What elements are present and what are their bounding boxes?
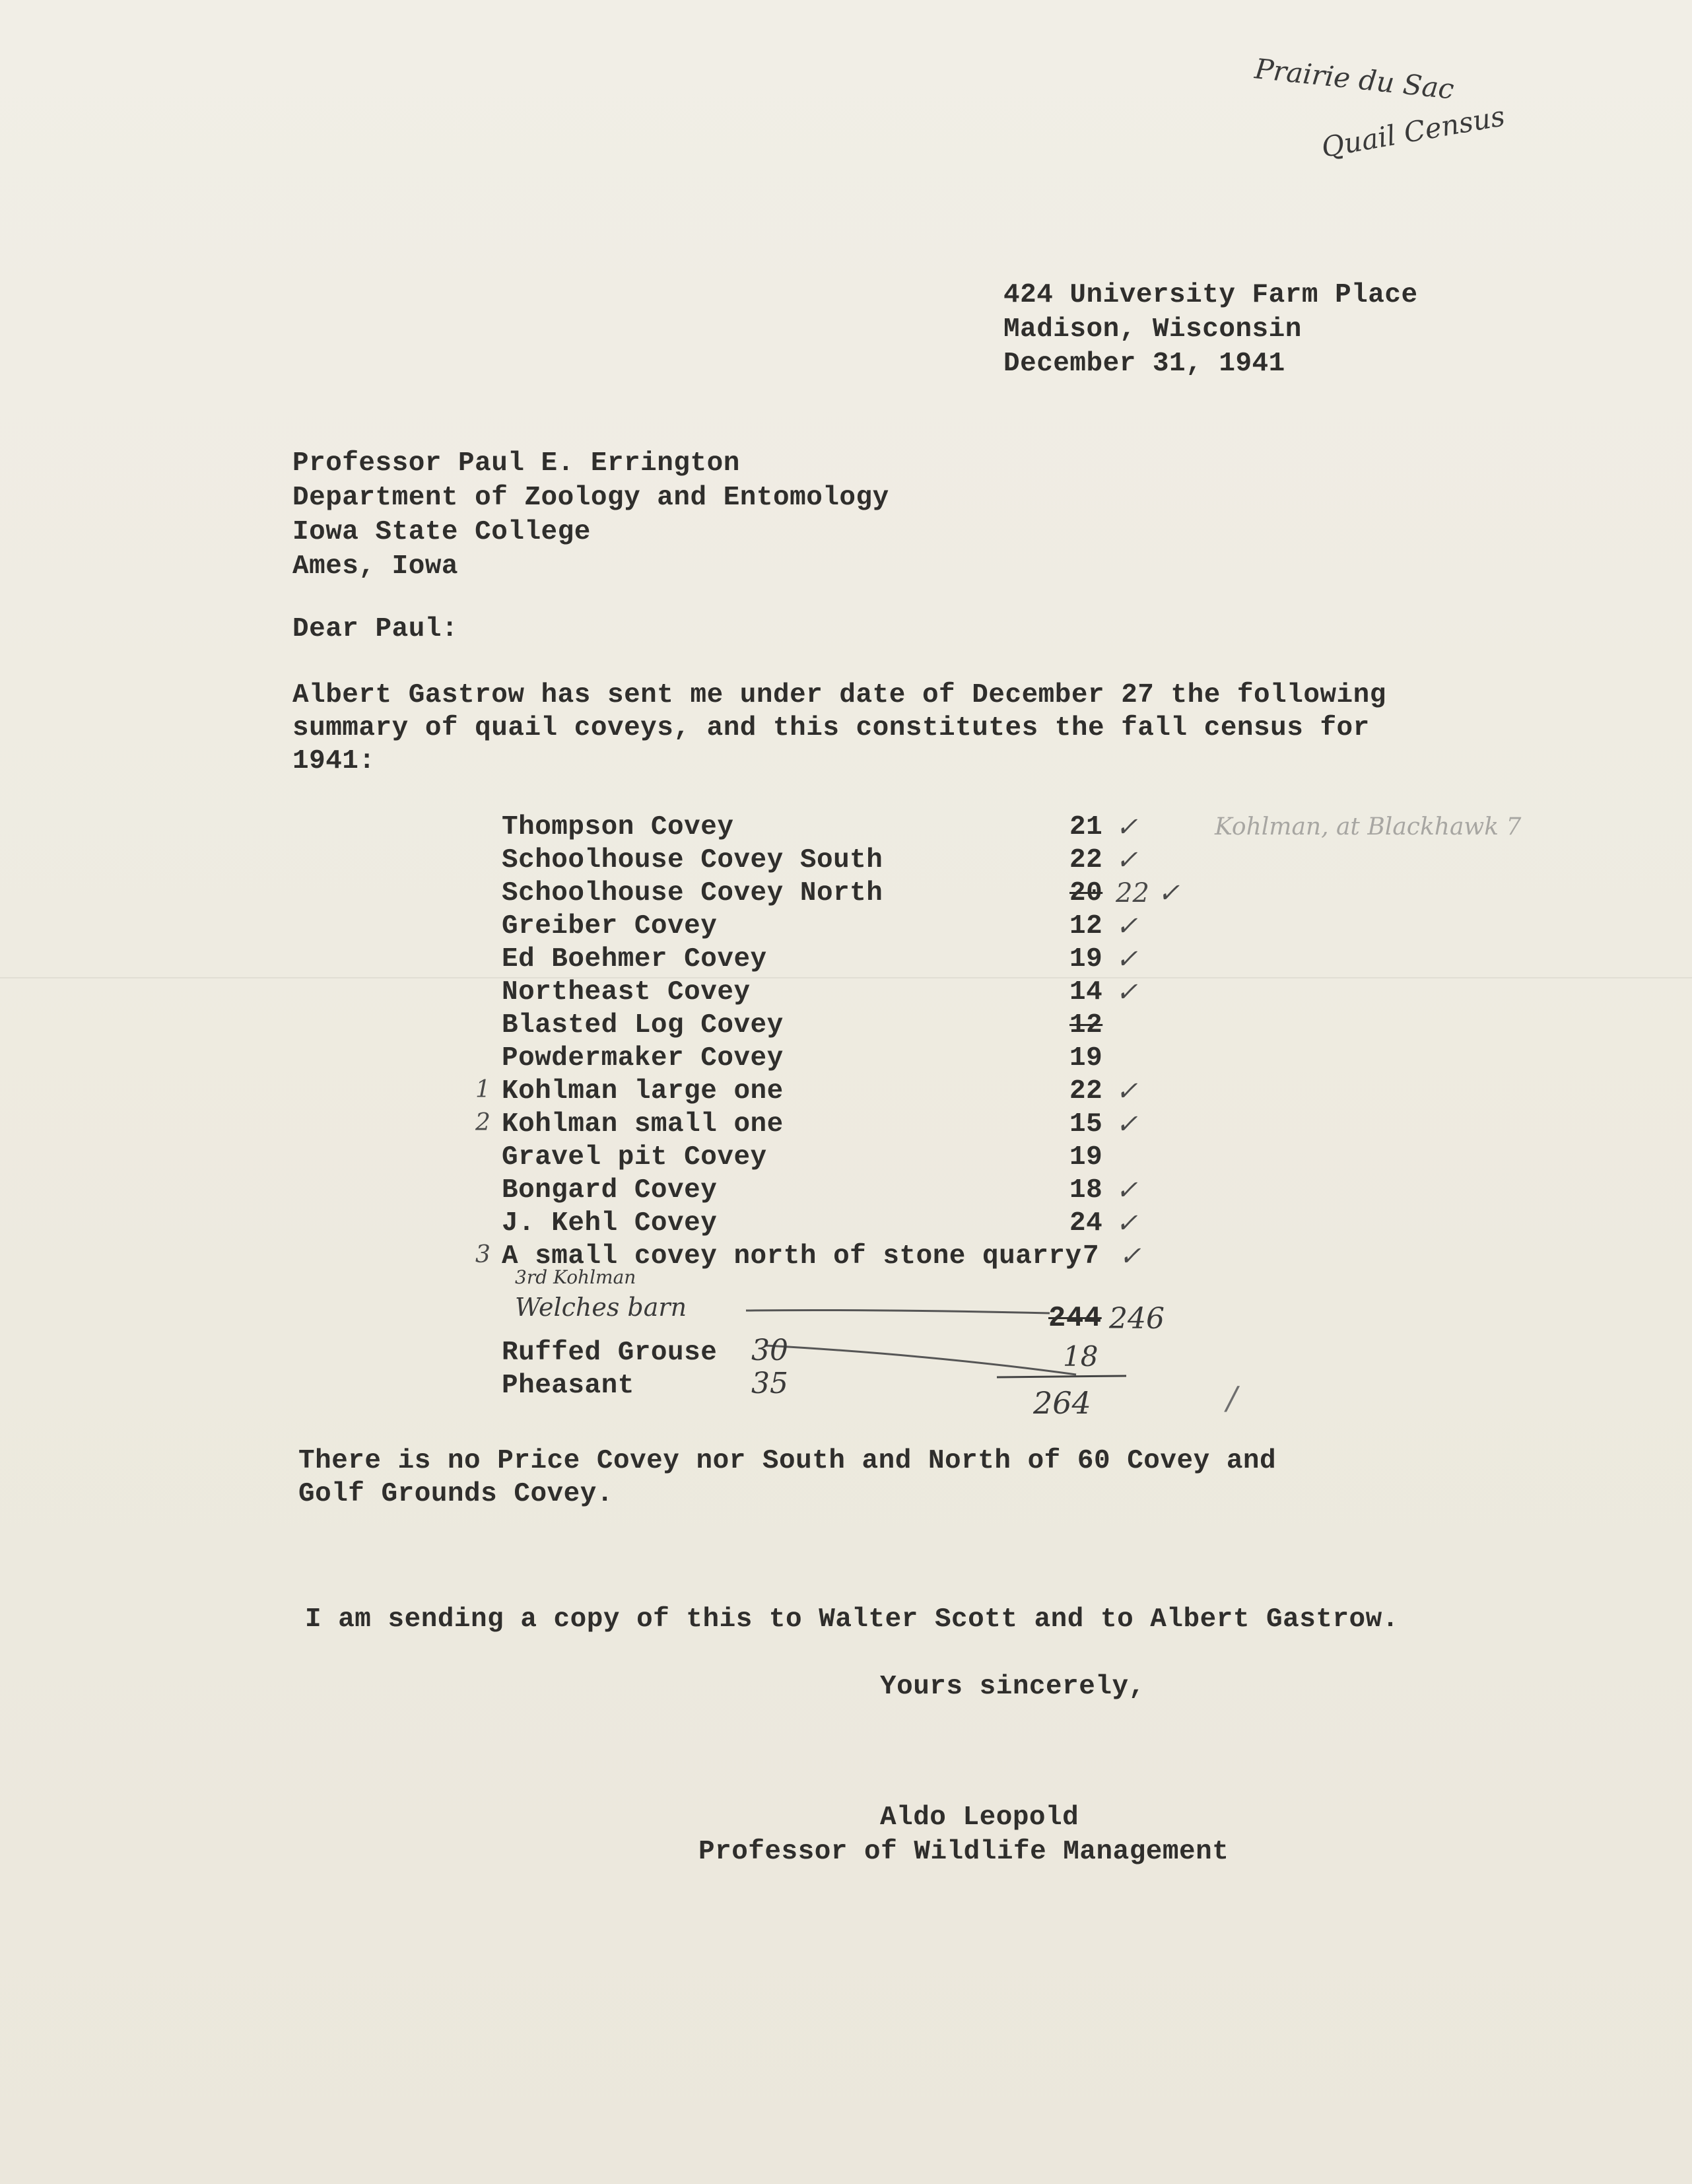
covey-check-icon: ✓ — [1119, 1241, 1141, 1272]
valediction: Yours sincerely, — [880, 1672, 1145, 1702]
handwritten-sum-line — [997, 1373, 1129, 1382]
covey-name: Ed Boehmer Covey — [502, 944, 767, 974]
covey-row — [502, 1009, 1241, 1042]
covey-row-marker: 2 — [475, 1109, 491, 1136]
covey-count: 14 — [1069, 977, 1103, 1007]
covey-check-icon: ✓ — [1116, 911, 1138, 941]
other-bird-name: Pheasant — [502, 1371, 634, 1401]
covey-name: Thompson Covey — [502, 812, 734, 842]
recipient-address-line: Ames, Iowa — [292, 551, 459, 582]
pencil-tick: / — [1227, 1380, 1238, 1417]
typed-total: 244 — [1048, 1302, 1102, 1335]
signature-title: Professor of Wildlife Management — [698, 1837, 1229, 1867]
corner-note-line2: Quail Census — [1318, 99, 1508, 164]
covey-name: Gravel pit Covey — [502, 1142, 767, 1173]
covey-count: 19 — [1069, 944, 1103, 974]
recipient-address-line: Department of Zoology and Entomology — [292, 483, 889, 513]
covey-check-icon: ✓ — [1116, 1076, 1138, 1107]
covey-name: Schoolhouse Covey North — [502, 878, 883, 908]
covey-count: 15 — [1069, 1109, 1103, 1140]
covey-name: Kohlman large one — [502, 1076, 784, 1107]
letter-date: December 31, 1941 — [1003, 349, 1285, 379]
covey-name: Northeast Covey — [502, 977, 751, 1007]
recipient-address-line: Iowa State College — [292, 517, 591, 547]
covey-count: 22 — [1069, 845, 1103, 875]
handwritten-connector-line — [746, 1304, 1056, 1330]
signature-name: Aldo Leopold — [880, 1802, 1079, 1833]
handwritten-total: 246 — [1109, 1302, 1165, 1336]
covey-row-marker: 1 — [475, 1076, 491, 1103]
sender-address-line: Madison, Wisconsin — [1003, 314, 1302, 345]
covey-row — [502, 1174, 1241, 1207]
covey-check-icon: ✓ — [1116, 1208, 1138, 1239]
note-third-kohlman: 3rd Kohlman — [515, 1266, 636, 1288]
covey-row — [475, 1075, 1241, 1108]
closing-line: Golf Grounds Covey. — [298, 1479, 613, 1509]
covey-row — [502, 844, 1241, 877]
salutation: Dear Paul: — [292, 614, 459, 644]
covey-row — [502, 877, 1241, 910]
intro-line: summary of quail coveys, and this constitutes the fall census for — [292, 713, 1370, 743]
note-welches-barn: Welches barn — [515, 1293, 687, 1322]
covey-count: 7 — [1083, 1241, 1100, 1272]
covey-count: 20 — [1069, 878, 1103, 908]
covey-name: Greiber Covey — [502, 911, 718, 941]
other-bird-name: Ruffed Grouse — [502, 1338, 718, 1368]
handwritten-grand-total: 264 — [1033, 1385, 1091, 1421]
recipient-address-line: Professor Paul E. Errington — [292, 448, 740, 479]
covey-row — [502, 1207, 1241, 1240]
corner-note-line1: Prairie du Sac — [1253, 52, 1456, 106]
covey-check-icon: ✓ — [1116, 944, 1138, 974]
covey-count: 12 — [1069, 911, 1103, 941]
intro-line: 1941: — [292, 746, 376, 776]
covey-row-marker: 3 — [475, 1241, 491, 1268]
covey-row — [502, 943, 1241, 976]
handwritten-plus-18: 18 — [1063, 1340, 1099, 1373]
covey-count: 21 — [1069, 812, 1103, 842]
other-bird-count: 35 — [751, 1367, 788, 1400]
covey-count: 19 — [1069, 1142, 1103, 1173]
closing-line: There is no Price Covey nor South and North of 60 Covey and — [298, 1446, 1277, 1476]
other-bird-count: 30 — [751, 1334, 788, 1367]
covey-row — [502, 1042, 1241, 1075]
covey-row — [475, 1108, 1241, 1141]
covey-row — [502, 910, 1241, 943]
covey-count: 22 — [1069, 1076, 1103, 1107]
covey-name: Powdermaker Covey — [502, 1043, 784, 1074]
covey-name: Schoolhouse Covey South — [502, 845, 883, 875]
covey-row — [502, 811, 1241, 844]
sender-address-line: 424 University Farm Place — [1003, 280, 1418, 310]
covey-row — [502, 976, 1241, 1009]
margin-note-kohlman: Kohlman, at Blackhawk 7 — [1215, 813, 1522, 840]
covey-name: Kohlman small one — [502, 1109, 784, 1140]
covey-check-icon: ✓ — [1116, 845, 1138, 875]
covey-count: 18 — [1069, 1175, 1103, 1206]
covey-check-icon: ✓ — [1116, 812, 1138, 842]
covey-count: 19 — [1069, 1043, 1103, 1074]
covey-check-icon: ✓ — [1116, 1175, 1138, 1206]
covey-check-icon: ✓ — [1116, 1109, 1138, 1140]
covey-row — [502, 1141, 1241, 1174]
copy-line: I am sending a copy of this to Walter Scott and to Albert Gastrow. — [305, 1604, 1399, 1635]
covey-count: 12 — [1069, 1010, 1103, 1041]
covey-count: 24 — [1069, 1208, 1103, 1239]
covey-name: J. Kehl Covey — [502, 1208, 718, 1239]
covey-name: Bongard Covey — [502, 1175, 718, 1206]
covey-check-icon: ✓ — [1116, 977, 1138, 1007]
covey-name: Blasted Log Covey — [502, 1010, 784, 1041]
intro-line: Albert Gastrow has sent me under date of December 27 the following — [292, 680, 1386, 710]
covey-check-icon: 22 ✓ — [1116, 878, 1180, 908]
covey-name: A small covey north of stone quarry — [502, 1241, 1082, 1272]
